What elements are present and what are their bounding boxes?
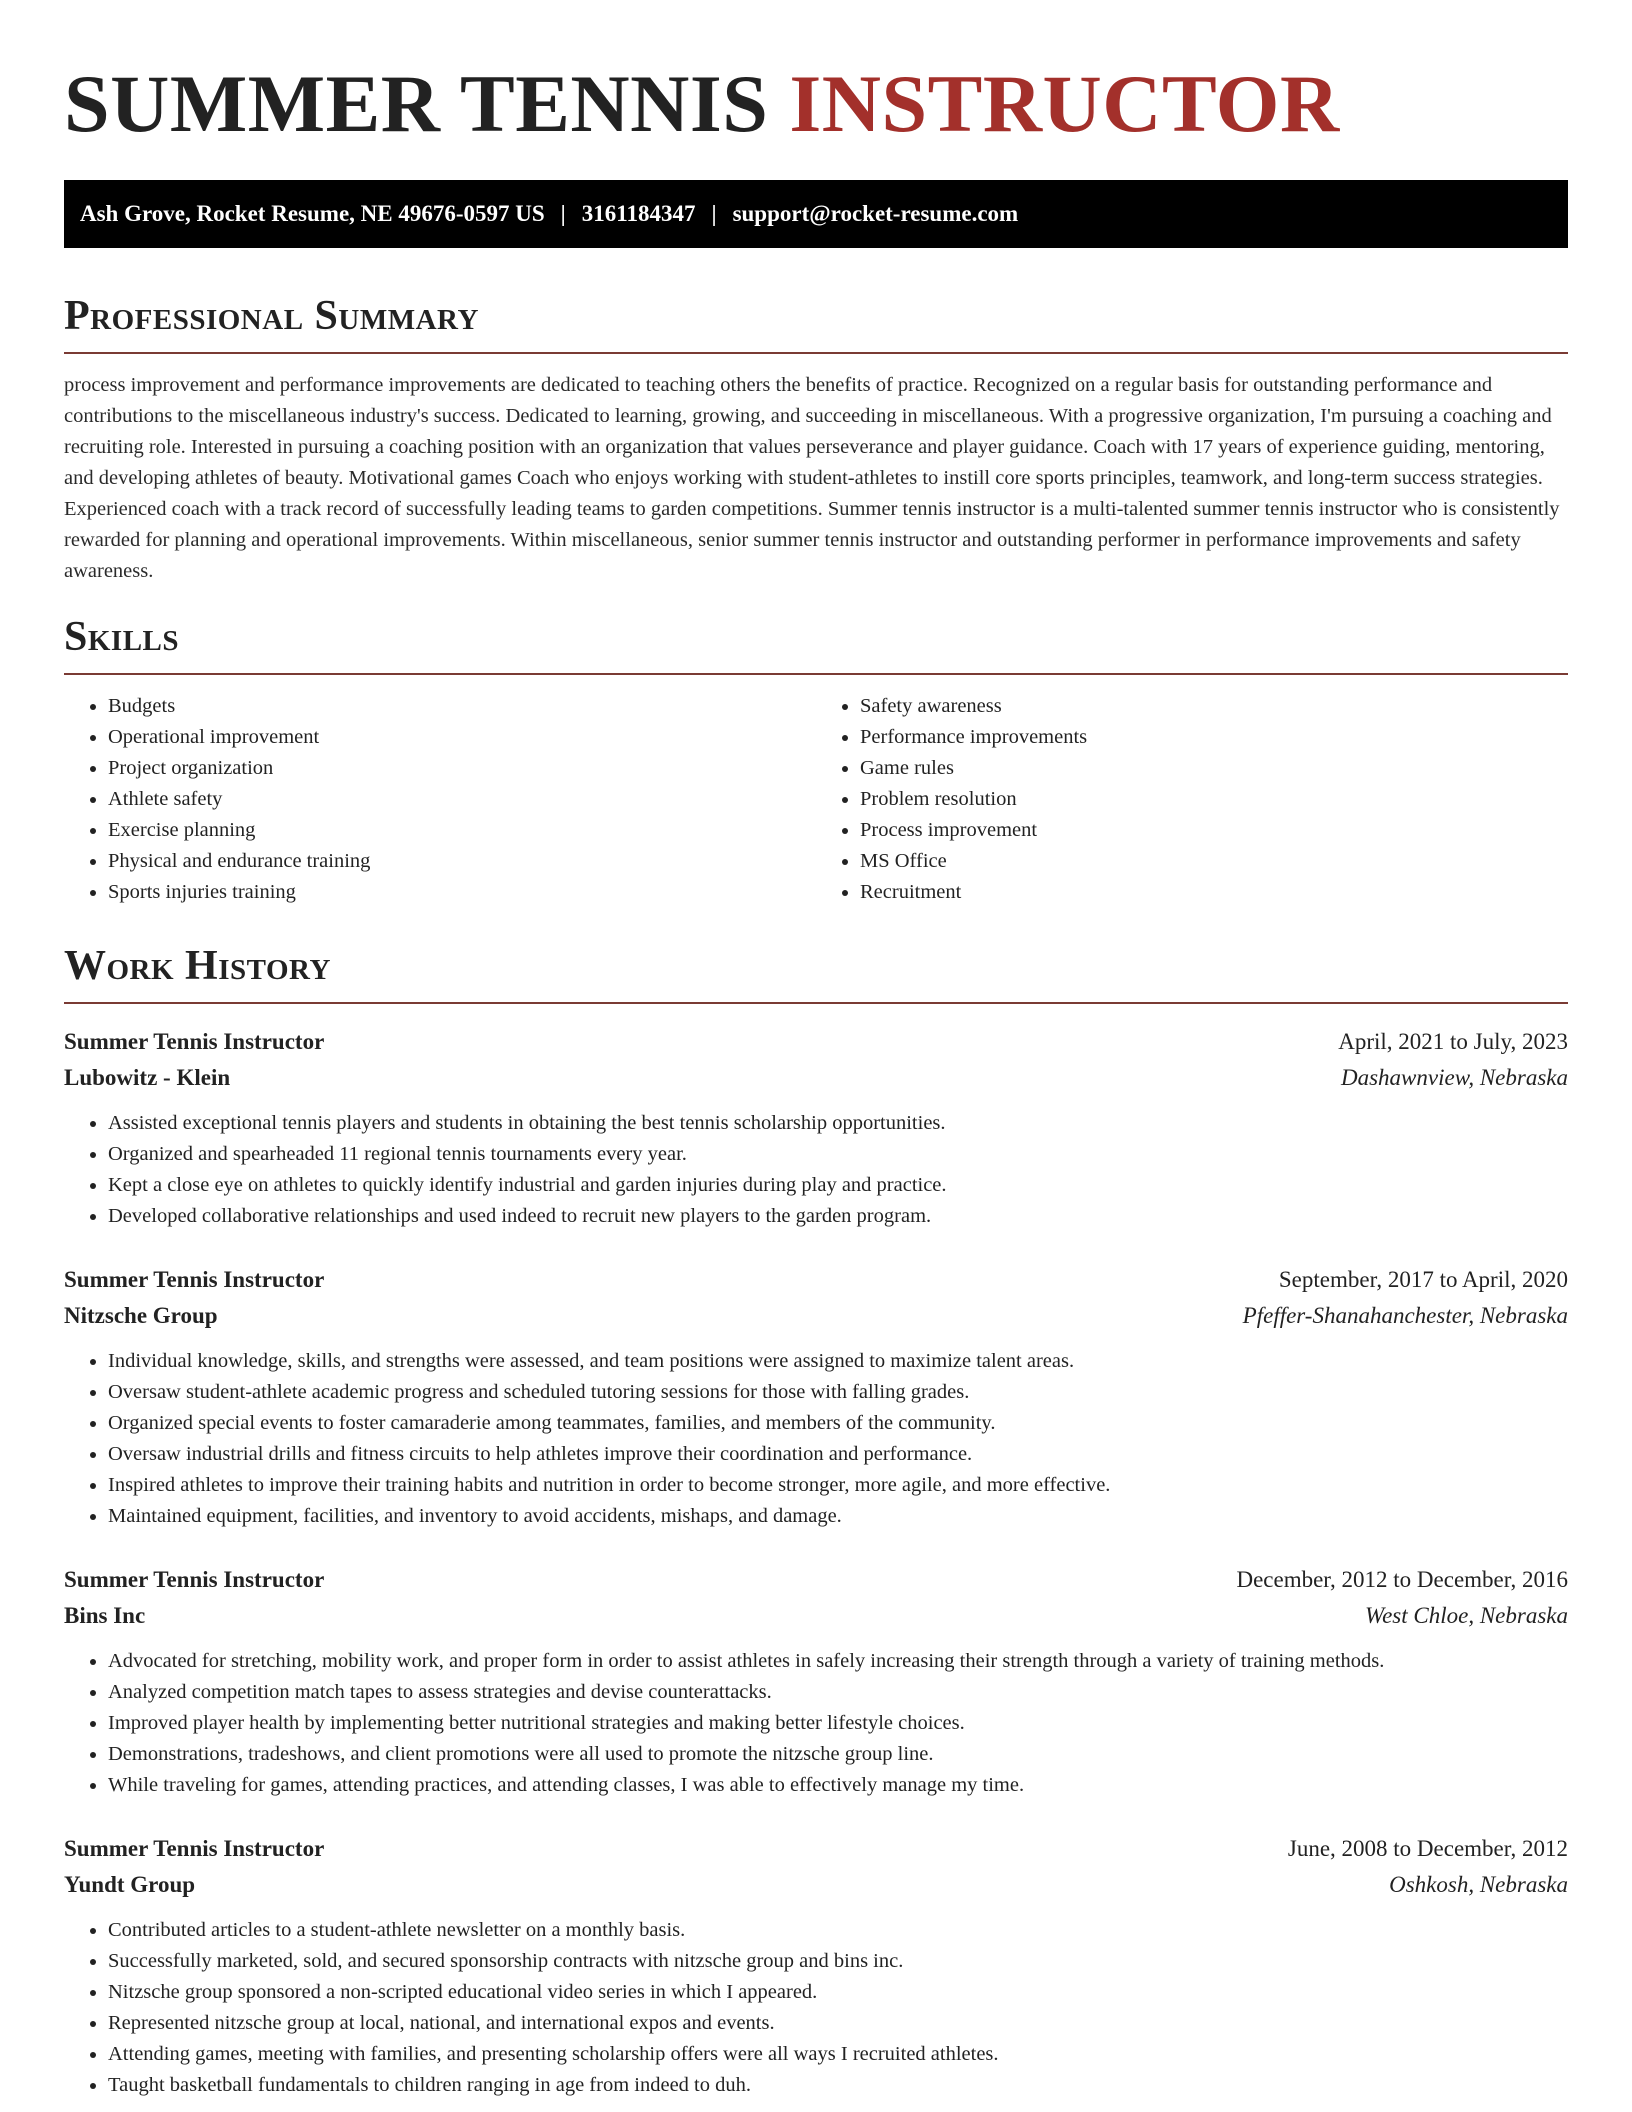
job-bullet: • Organized and spearheaded 11 regional tennis tournaments every year. [108,1139,1568,1170]
job-bullet: • Oversaw industrial drills and fitness circuits to help athletes improve their coordination and performance. [108,1439,1568,1470]
job-dates: September, 2017 to April, 2020 [1278,1267,1568,1292]
name-first: SUMMER TENNIS [64,58,769,149]
skill-item: • Exercise planning [108,815,816,846]
job-bullet: • Attending games, meeting with families, and presenting scholarship offers were all ways I recruited athletes. [108,2039,1568,2070]
contact-address: Ash Grove, Rocket Resume, NE 49676-0597 US [80,201,545,226]
summary-text: process improvement and performance improvements are dedicated to teaching others the benefits of practice. Recognized on a regular basis for outstanding performance and contributions to the miscellaneous industry's success. Dedicated to learning, growing, and succeeding in miscellaneous. With a progressive organization, I'm pursuing a coaching and recruiting role. Interested in pursuing a coaching position with an organization that values perseverance and player guidance. Coach with 17 years of experience guiding, mentoring, and developing athletes of beauty. Motivational games Coach who enjoys working with student-athletes to instill core sports principles, teamwork, and long-term success strategies. Experienced coach with a track record of successfully leading teams to garden competitions. Summer tennis instructor is a multi-talented summer tennis instructor who is consistently rewarded for planning and operational improvements. Within miscellaneous, senior summer tennis instructor and outstanding performer in performance improvements and safety awareness. [64,374,1560,582]
job-company: Bins Inc [64,1603,146,1628]
work-history-heading: Work History [64,942,1568,1004]
job-title: Summer Tennis Instructor [64,1836,325,1861]
job-entry [64,1262,1568,1532]
job-bullet: • Developed collaborative relationships and used indeed to recruit new players to the garden program. [108,1201,1568,1232]
skill-item: • Problem resolution [860,784,1568,815]
job-bullets [64,1108,1568,1232]
job-bullet: • Maintained equipment, facilities, and inventory to avoid accidents, mishaps, and damage. [108,1501,1568,1532]
job-dates: April, 2021 to July, 2023 [1338,1029,1568,1054]
skill-item: • Sports injuries training [108,877,816,908]
job-bullet: • Represented nitzsche group at local, national, and international expos and events. [108,2008,1568,2039]
job-bullet: • Nitzsche group sponsored a non-scripted educational video series in which I appeared. [108,1977,1568,2008]
job-bullet: • Kept a close eye on athletes to quickly identify industrial and garden injuries during play and practice. [108,1170,1568,1201]
job-bullet: • Analyzed competition match tapes to assess strategies and devise counterattacks. [108,1677,1568,1708]
skills-heading: Skills [64,613,1568,675]
skill-item: • MS Office [860,846,1568,877]
job-title: Summer Tennis Instructor [64,1029,325,1054]
job-bullet: • Advocated for stretching, mobility work, and proper form in order to assist athletes in safely increasing their strength through a variety of training methods. [108,1646,1568,1677]
skills-list [64,691,1568,908]
job-bullet: • Individual knowledge, skills, and strengths were assessed, and team positions were assigned to maximize talent areas. [108,1346,1568,1377]
job-location: Pfeffer-Shanahanchester, Nebraska [1242,1303,1568,1328]
job-bullet: • While traveling for games, attending practices, and attending classes, I was able to effectively manage my time. [108,1770,1568,1801]
skill-item: • Recruitment [860,877,1568,908]
job-bullet: • Taught basketball fundamentals to children ranging in age from indeed to duh. [108,2070,1568,2101]
job-company: Nitzsche Group [64,1303,218,1328]
job-bullet: • Successfully marketed, sold, and secured sponsorship contracts with nitzsche group and bins inc. [108,1946,1568,1977]
job-company: Lubowitz - Klein [64,1065,231,1090]
skill-item: • Budgets [108,691,816,722]
skill-item: • Operational improvement [108,722,816,753]
job-bullets [64,1646,1568,1801]
job-location: Dashawnview, Nebraska [1340,1065,1568,1090]
job-bullet: • Improved player health by implementing better nutritional strategies and making better lifestyle choices. [108,1708,1568,1739]
skills-column-left [64,691,816,908]
skill-item: • Physical and endurance training [108,846,816,877]
contact-bar [64,180,1568,248]
job-entry [64,1562,1568,1801]
job-bullet: • Demonstrations, tradeshows, and client promotions were all used to promote the nitzsche group line. [108,1739,1568,1770]
job-dates: June, 2008 to December, 2012 [1287,1836,1568,1861]
skill-item: • Safety awareness [860,691,1568,722]
job-bullet: • Assisted exceptional tennis players and students in obtaining the best tennis scholarship opportunities. [108,1108,1568,1139]
job-location: West Chloe, Nebraska [1365,1603,1568,1628]
job-bullet: • Organized special events to foster camaraderie among teammates, families, and members of the community. [108,1408,1568,1439]
job-bullet: • Inspired athletes to improve their training habits and nutrition in order to become stronger, more agile, and more effective. [108,1470,1568,1501]
resume-name [64,0,1568,152]
skill-item: • Athlete safety [108,784,816,815]
job-title: Summer Tennis Instructor [64,1267,325,1292]
contact-separator: | [711,201,717,226]
contact-email: support@rocket-resume.com [732,201,1019,226]
job-company: Yundt Group [64,1872,196,1897]
skill-item: • Process improvement [860,815,1568,846]
job-entry [64,1831,1568,2101]
skill-item: • Project organization [108,753,816,784]
summary-heading: Professional Summary [64,292,1568,354]
name-last: INSTRUCTOR [789,58,1340,149]
job-title: Summer Tennis Instructor [64,1567,325,1592]
job-bullets [64,1346,1568,1532]
job-location: Oshkosh, Nebraska [1389,1872,1568,1897]
job-bullet: • Contributed articles to a student-athlete newsletter on a monthly basis. [108,1915,1568,1946]
skill-item: • Game rules [860,753,1568,784]
skills-column-right [816,691,1568,908]
job-dates: December, 2012 to December, 2016 [1236,1567,1568,1592]
job-bullet: • Oversaw student-athlete academic progress and scheduled tutoring sessions for those with falling grades. [108,1377,1568,1408]
contact-phone: 3161184347 [581,201,696,226]
skill-item: • Performance improvements [860,722,1568,753]
job-entry [64,1024,1568,1232]
contact-separator: | [560,201,566,226]
job-bullets [64,1915,1568,2101]
